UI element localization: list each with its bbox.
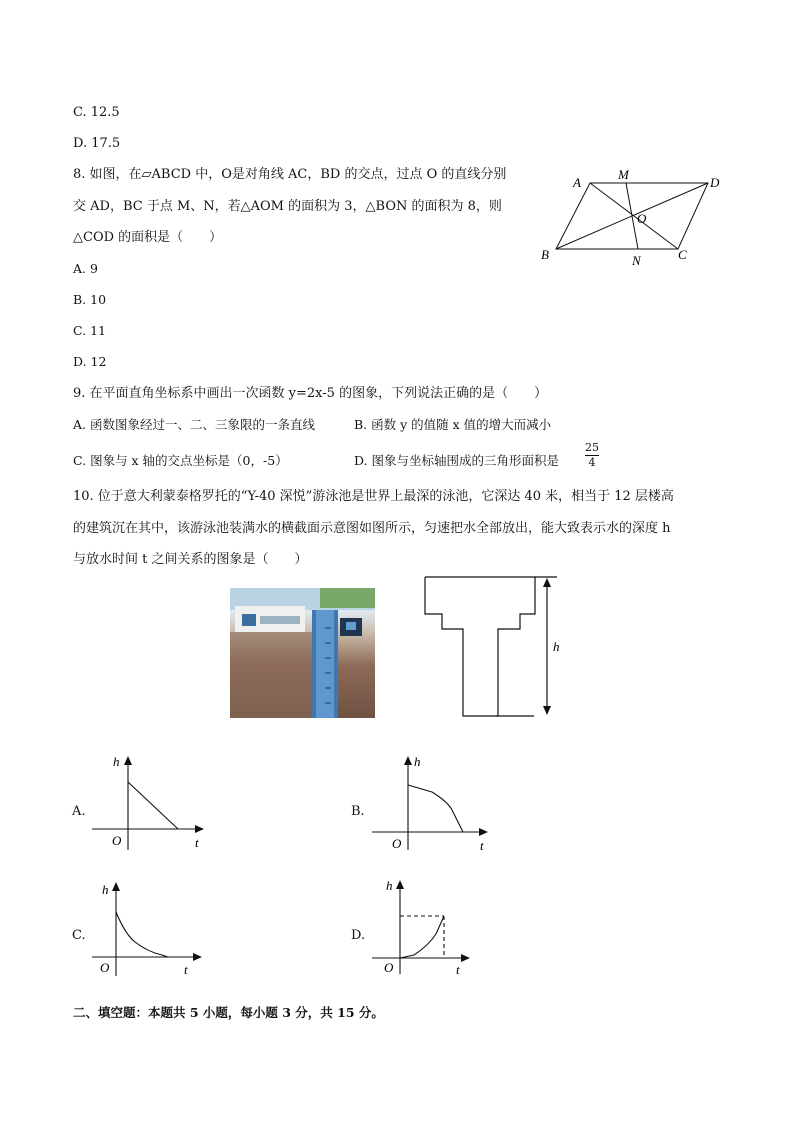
q9-fraction <box>585 442 599 469</box>
q8-line1: 8. 如图，在▱ABCD 中，O是对角线 AC，BD 的交点，过点 O 的直线分别 <box>73 167 507 182</box>
graph-c <box>90 878 210 978</box>
graph-b-t: t <box>480 838 484 852</box>
label-o: O <box>637 211 647 226</box>
graph-a-h: h <box>113 754 120 769</box>
graph-b-h: h <box>414 754 421 769</box>
pool-photo <box>230 588 375 718</box>
option-d-prev: D. 17.5 <box>73 136 121 151</box>
h-label: h <box>553 639 560 654</box>
graph-a-t: t <box>195 835 199 850</box>
frac-denominator: 4 <box>588 456 596 469</box>
q8-option-a: A. 9 <box>73 261 98 276</box>
graph-a <box>90 752 215 852</box>
label-a: A <box>573 175 581 190</box>
graph-a-o: O <box>112 833 122 848</box>
q10-line1: 10. 位于意大利蒙泰格罗托的“Y-40 深悦”游泳池是世界上最深的泳池，它深达 40 米，相当于 12 层楼高 <box>73 489 674 504</box>
q10-line3: 与放水时间 t 之间关系的图象是（ ） <box>73 552 308 567</box>
section-2-heading: 二、填空题：本题共 5 小题，每小题 3 分，共 15 分。 <box>73 1005 384 1020</box>
graph-c-h: h <box>102 882 109 897</box>
q9-stem: 9. 在平面直角坐标系中画出一次函数 y=2x-5 的图象，下列说法正确的是（ ） <box>73 386 548 401</box>
label-m: M <box>618 167 629 182</box>
graph-d-letter: D. <box>351 928 366 943</box>
frac-numerator: 25 <box>585 441 599 454</box>
q9-option-a: A. 函数图象经过一、二、三象限的一条直线 <box>73 417 315 432</box>
q8-line3: △COD 的面积是（ ） <box>73 230 223 245</box>
q8-option-d: D. 12 <box>73 354 107 369</box>
graph-c-t: t <box>184 962 188 977</box>
graph-c-letter: C. <box>72 928 86 943</box>
label-n: N <box>632 253 641 268</box>
graph-b-o: O <box>392 836 402 851</box>
graph-b-letter: B. <box>351 804 365 819</box>
graph-d <box>370 876 480 976</box>
q8-option-c: C. 11 <box>73 323 106 338</box>
q9-option-d: D. 图象与坐标轴围成的三角形面积是 <box>354 453 560 468</box>
label-d: D <box>710 175 720 190</box>
q8-line2: 交 AD，BC 于点 M、N，若△AOM 的面积为 3，△BON 的面积为 8，则 <box>73 199 502 214</box>
q9-option-c: C. 图象与 x 轴的交点坐标是（0，-5） <box>73 453 288 468</box>
parallelogram-figure <box>536 165 726 270</box>
graph-d-t: t <box>456 962 460 976</box>
graph-c-o: O <box>100 960 110 975</box>
q10-line2: 的建筑沉在其中，该游泳池装满水的横截面示意图如图所示，匀速把水全部放出，能大致表示水的深度 h <box>73 521 671 536</box>
q9-option-b: B. 函数 y 的值随 x 值的增大而减小 <box>354 417 552 432</box>
q8-option-b: B. 10 <box>73 292 107 307</box>
pool-cross-section <box>420 574 570 722</box>
option-c-prev: C. 12.5 <box>73 105 120 120</box>
graph-d-h: h <box>386 878 393 893</box>
graph-d-o: O <box>384 960 394 975</box>
label-c: C <box>678 247 687 262</box>
graph-b <box>370 752 495 852</box>
graph-a-letter: A. <box>72 804 86 819</box>
label-b: B <box>541 247 549 262</box>
